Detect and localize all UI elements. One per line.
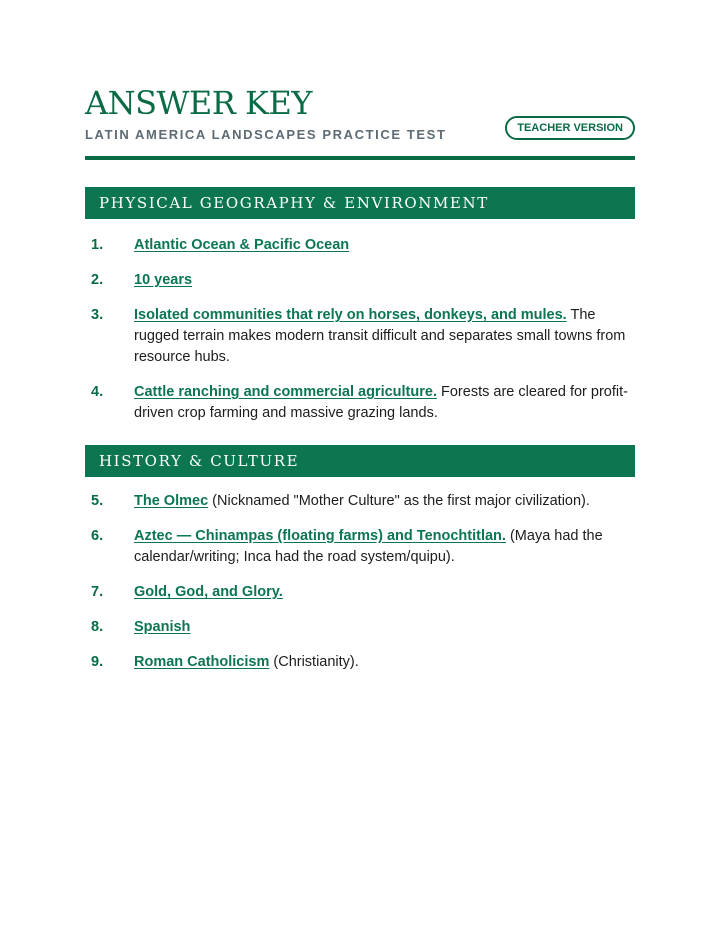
page-title: ANSWER KEY: [85, 84, 312, 122]
item-note: The rugged terrain makes modern transit difficult and separates small towns from resource hubs.: [134, 307, 626, 365]
item-note: (Christianity).: [269, 654, 359, 670]
item-number: 2.: [91, 272, 104, 288]
list-item: [85, 582, 635, 603]
list-item: [85, 617, 635, 638]
list-item: [85, 526, 635, 568]
answer-key-page: [85, 84, 635, 673]
list-item: [85, 270, 635, 291]
item-number: 8.: [91, 619, 104, 635]
item-number: 3.: [91, 307, 104, 323]
section-list-physical-geography: [85, 235, 635, 424]
teacher-version-badge: TEACHER VERSION: [505, 116, 635, 140]
item-number: 1.: [91, 237, 104, 253]
page-subtitle: LATIN AMERICA LANDSCAPES PRACTICE TEST: [85, 127, 447, 142]
item-answer: 10 years: [134, 272, 193, 288]
item-number: 7.: [91, 584, 104, 600]
item-number: 5.: [91, 493, 104, 509]
item-answer: Gold, God, and Glory.: [134, 584, 283, 600]
section-header-history-culture: HISTORY & CULTURE: [85, 445, 635, 477]
list-item: [85, 382, 635, 424]
item-note: (Nicknamed "Mother Culture" as the first major civilization).: [208, 493, 590, 509]
item-answer: Spanish: [134, 619, 191, 635]
item-number: 6.: [91, 528, 104, 544]
section-header-physical-geography: PHYSICAL GEOGRAPHY & ENVIRONMENT: [85, 187, 635, 219]
item-note: (Maya had the calendar/writing; Inca had the road system/quipu).: [134, 528, 603, 565]
item-answer: Atlantic Ocean & Pacific Ocean: [134, 237, 350, 253]
list-item: [85, 305, 635, 368]
section-list-history-culture: [85, 491, 635, 673]
item-number: 9.: [91, 654, 104, 670]
list-item: [85, 491, 635, 512]
item-answer: The Olmec: [134, 493, 209, 509]
item-answer: Aztec — Chinampas (floating farms) and Tenochtitlan.: [134, 528, 506, 544]
list-item: [85, 235, 635, 256]
subtitle-row: [85, 122, 635, 152]
item-number: 4.: [91, 384, 104, 400]
item-answer: Isolated communities that rely on horses, donkeys, and mules.: [134, 307, 567, 323]
header-divider: [85, 156, 635, 160]
item-answer: Roman Catholicism: [134, 654, 270, 670]
list-item: [85, 652, 635, 673]
item-note: Forests are cleared for profit-driven crop farming and massive grazing lands.: [134, 384, 628, 421]
item-answer: Cattle ranching and commercial agriculture.: [134, 384, 437, 400]
